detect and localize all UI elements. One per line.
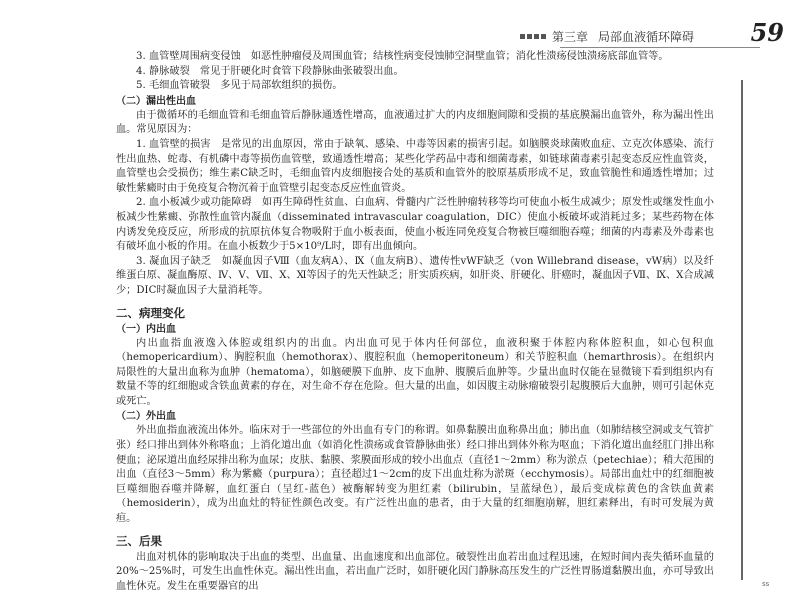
- chapter-title: 局部血液循环障碍: [598, 29, 695, 44]
- paragraph: 3. 凝血因子缺乏 如凝血因子Ⅷ（血友病A）、Ⅸ（血友病B）、遗传性vWF缺乏（von Willebrand disease，vW病）以及纤维蛋白原、凝血酶原、Ⅳ、Ⅴ、Ⅶ、Ⅹ、Ⅺ等因子的先天性缺乏；肝实质疾病，如肝炎、肝硬化、肝癌时，凝血因子Ⅶ、Ⅸ、Ⅹ合成减少；DIC时凝血因子大量消耗等。: [116, 255, 714, 296]
- section-heading: 三、后果: [116, 533, 162, 548]
- paragraph: 外出血指血液流出体外。临床对于一些部位的外出血有专门的称谓。如鼻黏膜出血称鼻出血；肺出血（如肺结核空洞或支气管扩张）经口排出到体外称咯血；上消化道出血（如消化性溃疡或食管静脉曲张）经口排出到体外称为呕血；下消化道出血经肛门排出称便血；泌尿道出血经尿排出称为血尿；皮肤、黏膜、浆膜面形成的较小出血点（直径1～2mm）称为淤点（petechiae）；稍大范围的出血（直径3～5mm）称为紫癜（purpura）；直径超过1～2cm的皮下出血灶称为淤斑（ecchymosis）。局部出血灶中的红细胞被巨噬细胞吞噬并降解，血红蛋白（呈红-蓝色）被酶解转变为胆红素（bilirubin，呈蓝绿色），最后变成棕黄色的含铁血黄素（hemosiderin），成为出血灶的特征性颜色改变。有广泛性出血的患者，由于大量的红细胞崩解，胆红素释出，有时可发展为黄疸。: [116, 425, 714, 525]
- subsection-heading: （二）外出血: [116, 411, 176, 423]
- subsection-heading: （一）内出血: [116, 323, 176, 335]
- chapter-label: 第三章: [552, 29, 589, 44]
- running-header: [520, 18, 790, 50]
- paragraph: 4. 静脉破裂 常见于肝硬化时食管下段静脉曲张破裂出血。: [136, 65, 404, 77]
- paragraph: 5. 毛细血管破裂 多见于局部软组织的损伤。: [136, 80, 343, 92]
- paragraph: 出血对机体的影响取决于出血的类型、出血量、出血速度和出血部位。破裂性出血若出血过程迅速，在短时间内丧失循环血量的20%～25%时，可发生出血性休克。漏出性出血，若出血广泛时，如肝硬化因门静脉高压发生的广泛性胃肠道黏膜出血，亦可导致出血性休克。发生在重要器官的出: [116, 551, 714, 592]
- header-decoration: [520, 34, 546, 39]
- subsection-heading: （二）漏出性出血: [116, 95, 196, 107]
- section-heading: 二、病理变化: [116, 305, 185, 320]
- corner-mark: ss: [762, 580, 770, 588]
- paragraph: 1. 血管壁的损害 是常见的出血原因，常由于缺氧、感染、中毒等因素的损害引起。如脑膜炎球菌败血症、立克次体感染、流行性出血热、蛇毒、有机磷中毒等损伤血管壁，致通透性增高；某些化学药品中毒和细菌毒素，如链球菌毒素引起变态反应性血管炎，血管壁也会受损伤；维生素C缺乏时，毛细血管内皮细胞接合处的基质和血管外的胶原基质形成不足，致血管脆性和通透性增加；过敏性紫癜时由于免疫复合物沉着于血管壁引起变态反应性血管炎。: [116, 138, 714, 194]
- header-rule: [560, 47, 760, 48]
- paragraph: 2. 血小板减少或功能障碍 如再生障碍性贫血、白血病、骨髓内广泛性肿瘤转移等均可使血小板生成减少；原发性或继发性血小板减少性紫癜、弥散性血管内凝血（disseminated intravascular coagulation，DIC）使血小板破坏或消耗过多；某些药物在体内诱发免疫反应，所形成的抗原抗体复合物吸附于血小板表面，使血小板连同免疫复合物被巨噬细胞吞噬；细菌的内毒素及外毒素也有破坏血小板的作用。在血小板数少于5×10⁹/L时，即有出血倾向。: [116, 197, 714, 253]
- page-edge-line: [741, 80, 743, 580]
- page-body: [116, 50, 714, 594]
- paragraph: 3. 血管壁周围病变侵蚀 如恶性肿瘤侵及周围血管；结核性病变侵蚀肺空洞壁血管；消化性溃疡侵蚀溃疡底部血管等。: [136, 51, 669, 62]
- paragraph: 内出血指血液逸入体腔或组织内的出血。内出血可见于体内任何部位，血液积聚于体腔内称体腔积血，如心包积血（hemopericardium）、胸腔积血（hemothorax）、腹腔积血（hemoperitoneum）和关节腔积血（hemarthrosis）。在组织内局限性的大量出血称为血肿（hematoma），如脑硬膜下血肿、皮下血肿、腹膜后血肿等。少量出血时仅能在显微镜下看到组织内有数量不等的红细胞或含铁血黄素的存在，对生命不存在危险。但大量的出血，如因腹主动脉瘤破裂引起腹膜后大血肿，则可引起休克或死亡。: [116, 337, 714, 407]
- paragraph: 由于微循环的毛细血管和毛细血管后静脉通透性增高，血液通过扩大的内皮细胞间隙和受损的基底膜漏出血管外，称为漏出性出血。常见原因为：: [116, 109, 714, 136]
- page-number: 59: [750, 18, 784, 47]
